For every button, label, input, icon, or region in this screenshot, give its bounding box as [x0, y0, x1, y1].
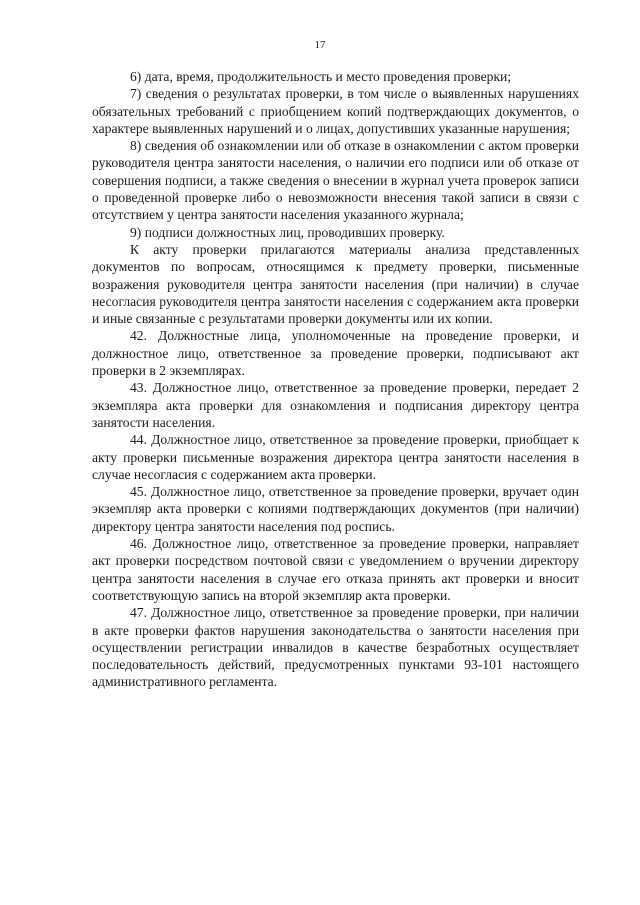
paragraph-clause-47: 47. Должностное лицо, ответственное за проведение проверки, при наличии в акте проверки фактов нарушения законодательства о занятости населения при осуществлении регистрации инвалидов в качестве безработных осуществляет последовательность действий, предусмотренных пунктами 93-101 настоящего административного регламента.	[92, 605, 579, 690]
paragraph-item-6: 6) дата, время, продолжительность и место проведения проверки;	[130, 69, 512, 84]
paragraph-attachments: К акту проверки прилагаются материалы анализа представленных документов по вопросам, относящимся к предмету проверки, письменные возражения руководителя центра занятости населения (при наличии) в случае несогласия руководителя центра занятости населения с содержанием акта проверки и иные связанные с результатами проверки документы или их копии.	[92, 241, 579, 327]
paragraph-item-7: 7) сведения о результатах проверки, в том числе о выявленных нарушениях обязательных требований с приобщением копий подтверждающих документов, о характере выявленных нарушений и о лицах, допустивших указанные нарушения;	[92, 86, 579, 136]
paragraph-item-8: 8) сведения об ознакомлении или об отказе в ознакомлении с актом проверки руководителя центра занятости населения, о наличии его подписи или об отказе от совершения подписи, а также сведения о внесении в журнал учета проверок записи о проведенной проверке либо о невозможности внесения такой записи в связи с отсутствием у центра занятости населения указанного журнала;	[92, 138, 579, 223]
paragraph-clause-43: 43. Должностное лицо, ответственное за проведение проверки, передает 2 экземпляра акта проверки для ознакомления и подписания директору центра занятости населения.	[92, 380, 579, 430]
paragraph-clause-42: 42. Должностные лица, уполномоченные на проведение проверки, и должностное лицо, ответственное за проведение проверки, подписывают акт проверки в 2 экземплярах.	[92, 328, 579, 379]
document-body	[92, 68, 579, 691]
paragraph-clause-45: 45. Должностное лицо, ответственное за проведение проверки, вручает один экземпляр акта проверки с копиями подтверждающих документов (при наличии) директору центра занятости населения под роспись.	[92, 484, 579, 534]
paragraph-clause-46: 46. Должностное лицо, ответственное за проведение проверки, направляет акт проверки посредством почтовой связи с уведомлением о вручении директору центра занятости населения в случае его отказа принять акт проверки и вносит соответствующую запись на второй экземпляр акта проверки.	[92, 536, 579, 603]
page-number: 17	[314, 39, 326, 51]
paragraph-item-9: 9) подписи должностных лиц, проводивших проверку.	[130, 224, 445, 240]
paragraph-clause-44: 44. Должностное лицо, ответственное за проведение проверки, приобщает к акту проверки письменные возражения директора центра занятости населения в случае несогласия с содержанием акта проверки.	[92, 432, 579, 482]
